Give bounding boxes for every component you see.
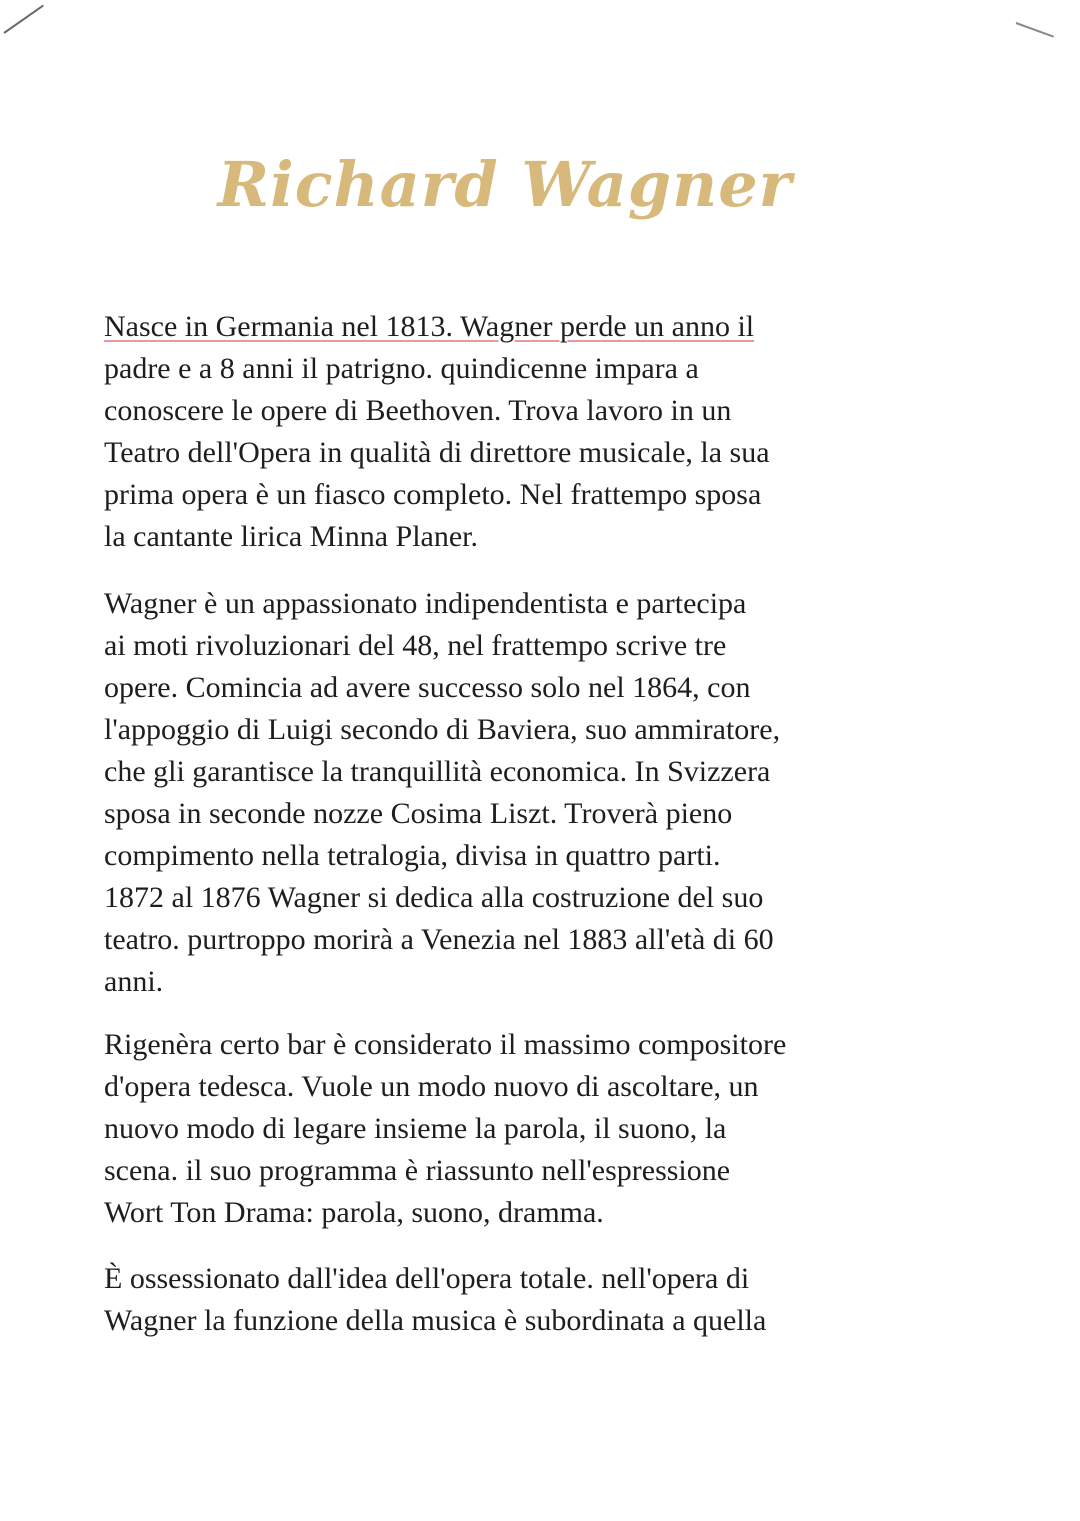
paragraph-career	[104, 583, 904, 1003]
text-line: scena. il suo programma è riassunto nell'espressione	[104, 1154, 731, 1187]
scan-mark	[1016, 22, 1054, 38]
text-line: sposa in seconde nozze Cosima Liszt. Troverà pieno	[104, 797, 733, 830]
text-line: Nasce in Germania nel 1813. Wagner perde un anno il	[104, 310, 755, 343]
scan-mark	[3, 5, 43, 34]
text-line: nuovo modo di legare insieme la parola, il suono, la	[104, 1112, 727, 1145]
text-line: Wort Ton Drama: parola, suono, dramma.	[104, 1196, 604, 1229]
text-line: Rigenèra certo bar è considerato il massimo compositore	[104, 1028, 787, 1061]
text-line: È ossessionato dall'idea dell'opera totale. nell'opera di	[104, 1262, 750, 1295]
text-line: anni.	[104, 965, 164, 998]
text-line: conoscere le opere di Beethoven. Trova lavoro in un	[104, 394, 732, 427]
paragraph-biography	[104, 306, 904, 558]
page-title: Richard Wagner	[217, 148, 793, 221]
text-line: ai moti rivoluzionari del 48, nel frattempo scrive tre	[104, 629, 727, 662]
text-line: prima opera è un fiasco completo. Nel frattempo sposa	[104, 478, 762, 511]
paragraph-total-opera	[104, 1258, 904, 1342]
text-line: che gli garantisce la tranquillità economica. In Svizzera	[104, 755, 771, 788]
text-line: Teatro dell'Opera in qualità di direttore musicale, la sua	[104, 436, 770, 469]
text-line: d'opera tedesca. Vuole un modo nuovo di ascoltare, un	[104, 1070, 759, 1103]
text-line: padre e a 8 anni il patrigno. quindicenne impara a	[104, 352, 699, 385]
text-line: 1872 al 1876 Wagner si dedica alla costruzione del suo	[104, 881, 764, 914]
text-line: compimento nella tetralogia, divisa in quattro parti.	[104, 839, 721, 872]
text-line: opere. Comincia ad avere successo solo nel 1864, con	[104, 671, 751, 704]
text-line: Wagner è un appassionato indipendentista e partecipa	[104, 587, 747, 620]
text-line: Wagner la funzione della musica è subordinata a quella	[104, 1304, 767, 1337]
paragraph-legacy	[104, 1024, 904, 1234]
text-line: l'appoggio di Luigi secondo di Baviera, suo ammiratore,	[104, 713, 781, 746]
text-line: la cantante lirica Minna Planer.	[104, 520, 479, 553]
text-line: teatro. purtroppo morirà a Venezia nel 1883 all'età di 60	[104, 923, 774, 956]
